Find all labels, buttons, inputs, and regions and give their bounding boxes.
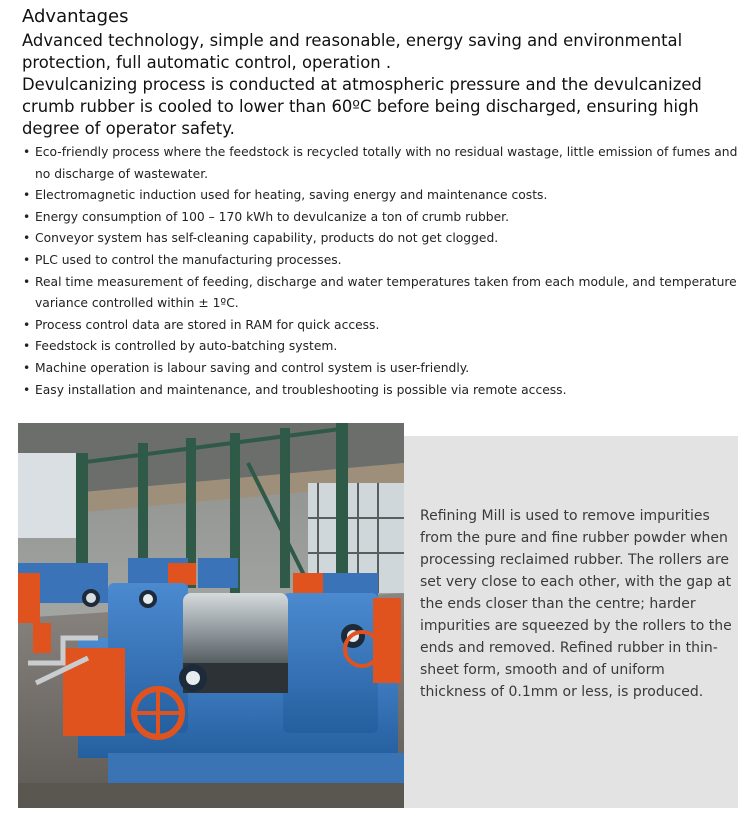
bullet-dot-icon: • (23, 231, 31, 246)
advantages-intro (22, 30, 742, 140)
bullet-dot-icon: • (23, 252, 31, 267)
bullet-text: Energy consumption of 100 – 170 kWh to devulcanize a ton of crumb rubber. (35, 209, 510, 224)
bullet-text: Process control data are stored in RAM for quick access. (35, 317, 380, 332)
bullet-dot-icon: • (23, 145, 31, 159)
bullet-item (22, 250, 744, 272)
bullet-dot-icon: • (23, 317, 31, 332)
bullet-text: Real time measurement of feeding, discharge and water temperatures taken from each module, and temperature variance controlled within ± 1ºC. (35, 274, 737, 311)
bullet-dot-icon: • (23, 274, 31, 289)
bullet-dot-icon: • (23, 188, 31, 203)
intro-paragraph-2: Devulcanizing process is conducted at atmospheric pressure and the devulcanized crumb rubber is cooled to lower than 60ºC before being discharged, ensuring high degree of operator safety. (22, 75, 702, 138)
bullet-dot-icon: • (23, 382, 31, 397)
intro-paragraph-1: Advanced technology, simple and reasonable, energy saving and environmental protection, full automatic control, operation . (22, 31, 683, 72)
bullet-text: Conveyor system has self-cleaning capability, products do not get clogged. (35, 231, 499, 246)
bullet-item (22, 358, 744, 380)
refining-mill-caption-panel (404, 436, 738, 808)
bullet-text: Easy installation and maintenance, and troubleshooting is possible via remote access. (35, 382, 567, 397)
bullet-text: Electromagnetic induction used for heating, saving energy and maintenance costs. (35, 188, 548, 203)
bullet-item (22, 380, 744, 402)
bullet-item (22, 185, 744, 207)
advantages-heading: Advantages (22, 6, 129, 27)
bullet-dot-icon: • (23, 339, 31, 354)
refining-mill-description: Refining Mill is used to remove impurities from the pure and fine rubber powder when processing reclaimed rubber. The rollers are set very close to each other, with the gap at the ends closer than the centre; harder impurities are squeezed by the rollers to the ends and removed. Refined rubber in thin-sheet form, smooth and of uniform thickness of 0.1mm or less, is produced. (420, 508, 732, 700)
bullet-dot-icon: • (23, 360, 31, 375)
bullet-item (22, 272, 744, 315)
refining-mill-photo (18, 423, 404, 808)
bullet-item (22, 336, 744, 358)
advantages-bullet-list (22, 142, 744, 401)
bullet-text: Eco-friendly process where the feedstock is recycled totally with no residual wastage, little emission of fumes and no discharge of wastewater. (35, 145, 738, 181)
bullet-item (22, 142, 744, 185)
bullet-item (22, 207, 744, 229)
bullet-dot-icon: • (23, 209, 31, 224)
bullet-item (22, 228, 744, 250)
bullet-item (22, 315, 744, 337)
bullet-text: PLC used to control the manufacturing processes. (35, 252, 342, 267)
bullet-text: Feedstock is controlled by auto-batching system. (35, 339, 338, 354)
bullet-text: Machine operation is labour saving and control system is user-friendly. (35, 360, 470, 375)
